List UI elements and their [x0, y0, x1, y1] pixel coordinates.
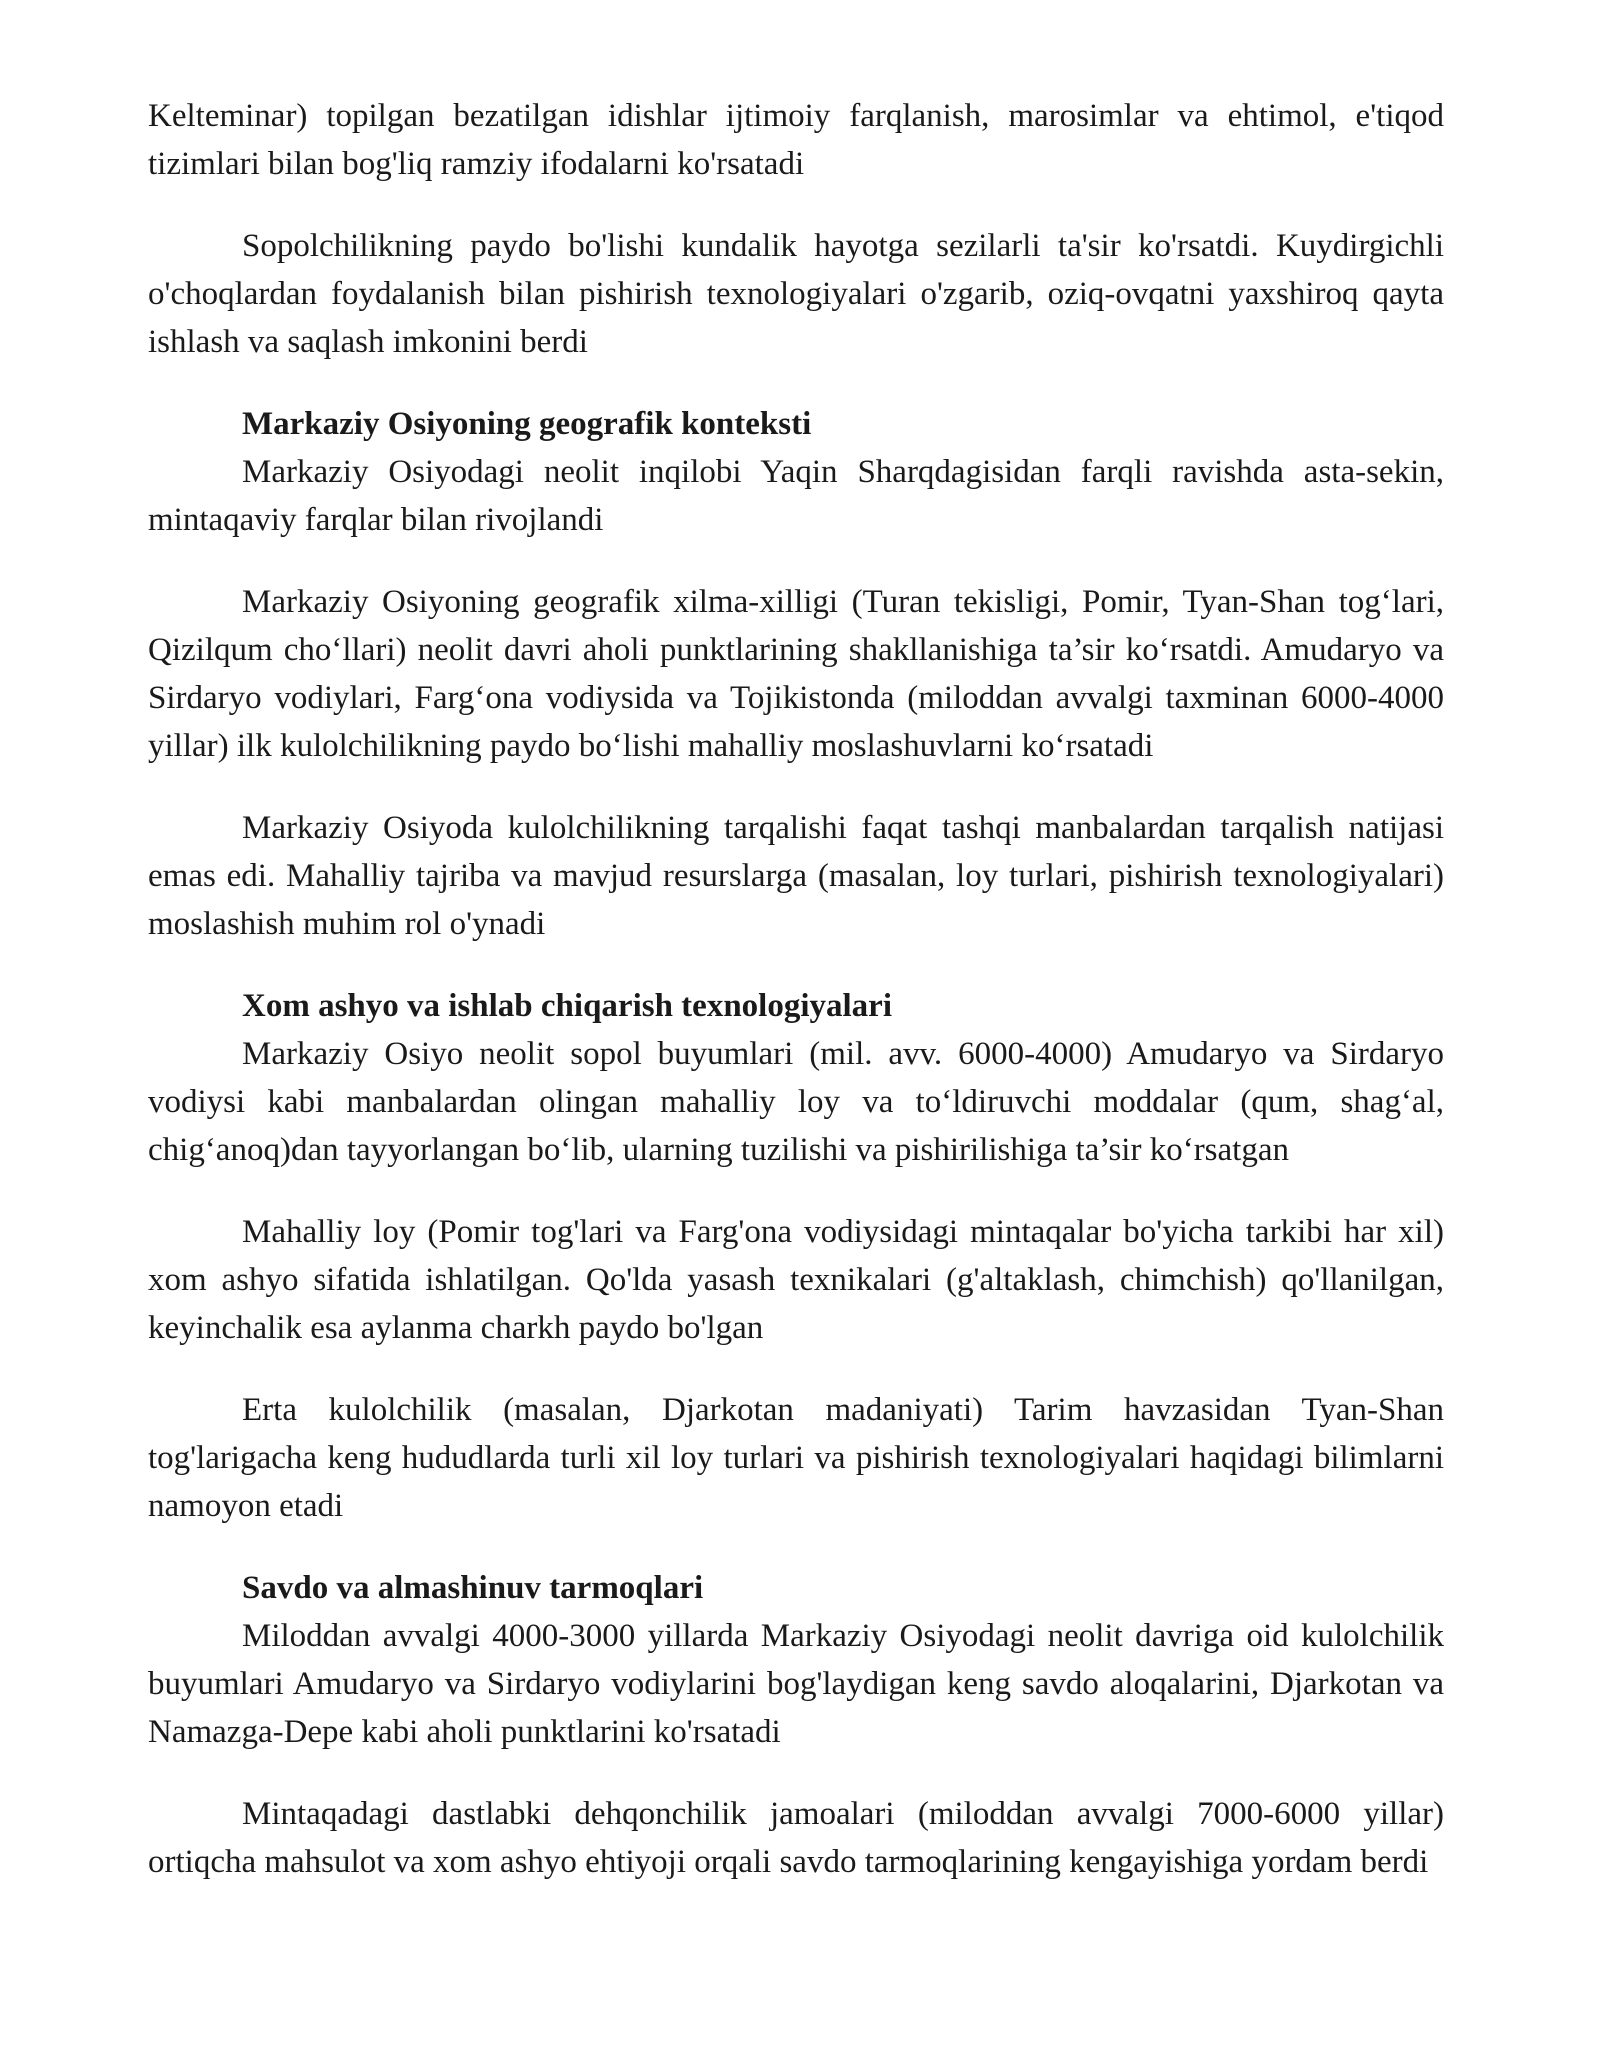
paragraph: Markaziy Osiyodagi neolit inqilobi Yaqin Sharqdagisidan farqli ravishda asta-sekin, mintaqaviy farqlar bilan rivojlandi — [148, 454, 1444, 538]
paragraph: Markaziy Osiyoda kulolchilikning tarqalishi faqat tashqi manbalardan tarqalish natijasi emas edi. Mahalliy tajriba va mavjud resurslarga (masalan, loy turlari, pishirish texnologiyalari) moslashish muhim rol o'ynadi — [148, 810, 1444, 942]
section-heading: Xom ashyo va ishlab chiqarish texnologiyalari — [242, 988, 892, 1024]
section-heading: Savdo va almashinuv tarmoqlari — [242, 1570, 704, 1606]
paragraph: Sopolchilikning paydo bo'lishi kundalik hayotga sezilarli ta'sir ko'rsatdi. Kuydirgichli o'choqlardan foydalanish bilan pishirish texnologiyalari o'zgarib, oziq-ovqatni yaxshiroq qayta ishlash va saqlash imkonini berdi — [148, 228, 1444, 360]
paragraph: Miloddan avvalgi 4000-3000 yillarda Markaziy Osiyodagi neolit davriga oid kulolchilik buyumlari Amudaryo va Sirdaryo vodiylarini bog'laydigan keng savdo aloqalarini, Djarkotan va Namazga-Depe kabi aholi punktlarini ko'rsatadi — [148, 1618, 1444, 1750]
paragraph: Mintaqadagi dastlabki dehqonchilik jamoalari (miloddan avvalgi 7000-6000 yillar) ortiqcha mahsulot va xom ashyo ehtiyoji orqali savdo tarmoqlarining kengayishiga yordam berdi — [148, 1796, 1444, 1880]
paragraph: Markaziy Osiyoning geografik xilma-xilligi (Turan tekisligi, Pomir, Tyan-Shan tog‘lari, Qizilqum cho‘llari) neolit davri aholi punktlarining shakllanishiga ta’sir ko‘rsatdi. Amudaryo va Sirdaryo vodiylari, Farg‘ona vodiysida va Tojikistonda (miloddan avvalgi taxminan 6000-4000 yillar) ilk kulolchilikning paydo bo‘lishi mahalliy moslashuvlarni ko‘rsatadi — [148, 584, 1444, 764]
paragraph: Erta kulolchilik (masalan, Djarkotan madaniyati) Tarim havzasidan Tyan-Shan tog'larigacha keng hududlarda turli xil loy turlari va pishirish texnologiyalari haqidagi bilimlarni namoyon etadi — [148, 1392, 1444, 1524]
section-heading: Markaziy Osiyoning geografik konteksti — [242, 406, 812, 442]
paragraph: Markaziy Osiyo neolit sopol buyumlari (mil. avv. 6000-4000) Amudaryo va Sirdaryo vodiysi kabi manbalardan olingan mahalliy loy va to‘ldiruvchi moddalar (qum, shag‘al, chig‘anoq)dan tayyorlangan bo‘lib, ularning tuzilishi va pishirilishiga ta’sir ko‘rsatgan — [148, 1036, 1444, 1168]
paragraph: Kelteminar) topilgan bezatilgan idishlar ijtimoiy farqlanish, marosimlar va ehtimol, e'tiqod tizimlari bilan bog'liq ramziy ifodalarni ko'rsatadi — [148, 98, 1444, 182]
paragraph: Mahalliy loy (Pomir tog'lari va Farg'ona vodiysidagi mintaqalar bo'yicha tarkibi har xil) xom ashyo sifatida ishlatilgan. Qo'lda yasash texnikalari (g'altaklash, chimchish) qo'llanilgan, keyinchalik esa aylanma charkh paydo bo'lgan — [148, 1214, 1444, 1346]
document-page — [148, 92, 1444, 1920]
